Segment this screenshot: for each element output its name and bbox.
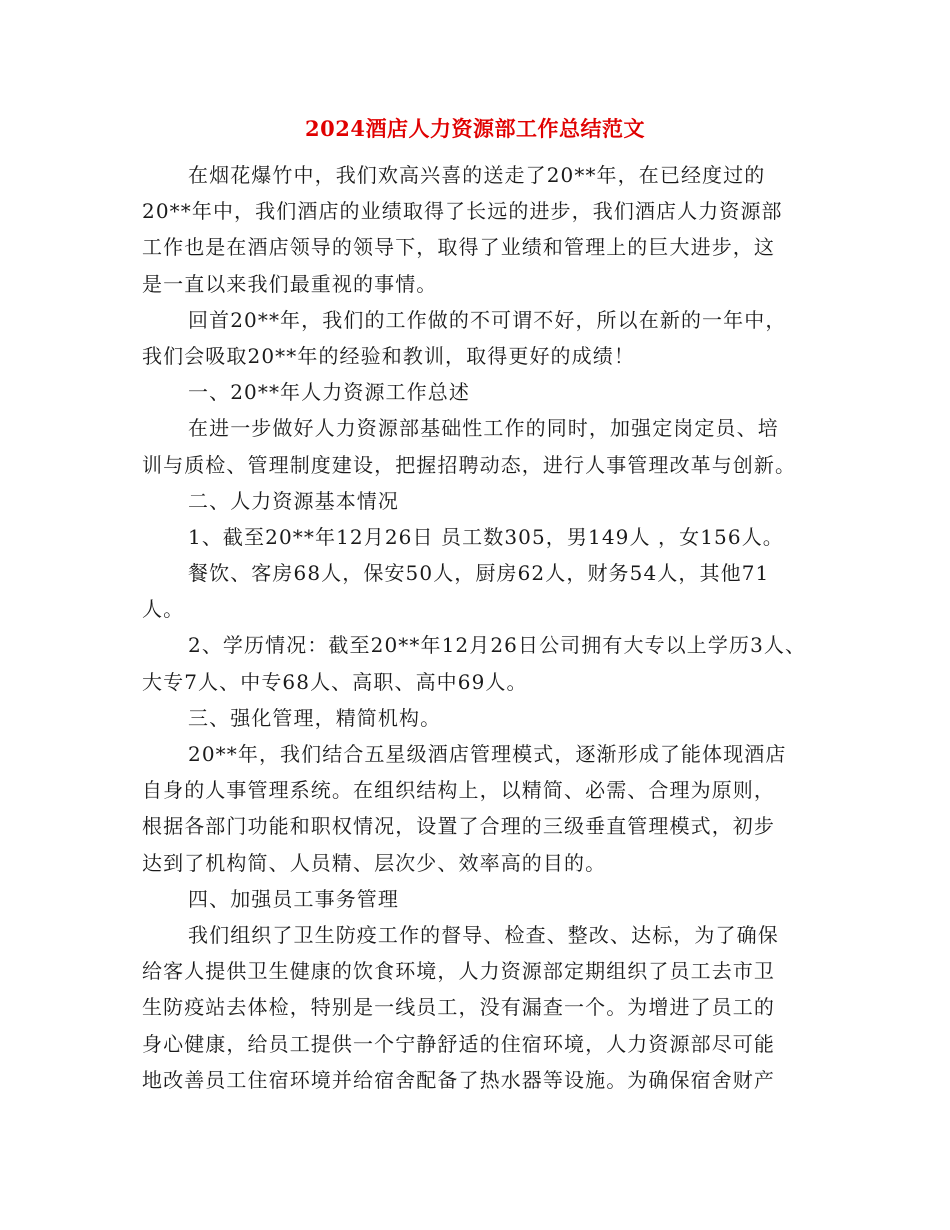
paragraph-line: 生防疫站去体检，特别是一线员工，没有漏查一个。为增进了员工的 <box>142 995 775 1020</box>
document-title: 2024酒店人力资源部工作总结范文 <box>305 116 645 141</box>
paragraph-line: 餐饮、客房68人，保安50人，厨房62人，财务54人，其他71 <box>188 561 770 586</box>
paragraph-line: 训与质检、管理制度建设，把握招聘动态，进行人事管理改革与创新。 <box>142 452 797 477</box>
paragraph-line: 是一直以来我们最重视的事情。 <box>142 271 438 296</box>
section-heading: 一、20**年人力资源工作总述 <box>188 380 470 405</box>
paragraph-line: 人。 <box>142 597 185 622</box>
paragraph-line: 工作也是在酒店领导的领导下，取得了业绩和管理上的巨大进步，这 <box>142 235 775 260</box>
paragraph-line: 自身的人事管理系统。在组织结构上，以精简、必需、合理为原则， <box>142 778 775 803</box>
section-heading: 四、加强员工事务管理 <box>188 886 399 911</box>
paragraph-line: 回首20**年，我们的工作做的不可谓不好，所以在新的一年中， <box>188 307 787 332</box>
paragraph-line: 给客人提供卫生健康的饮食环境，人力资源部定期组织了员工去市卫 <box>142 959 775 984</box>
paragraph-line: 我们组织了卫生防疫工作的督导、检查、整改、达标，为了确保 <box>188 922 779 947</box>
paragraph-line: 20**年中，我们酒店的业绩取得了长远的进步，我们酒店人力资源部 <box>142 199 783 224</box>
paragraph-line: 大专7人、中专68人、高职、高中69人。 <box>142 669 528 694</box>
paragraph-line: 2、学历情况：截至20**年12月26日公司拥有大专以上学历3人、 <box>188 633 807 658</box>
paragraph-line: 在进一步做好人力资源部基础性工作的同时，加强定岗定员、培 <box>188 416 779 441</box>
section-heading: 二、人力资源基本情况 <box>188 488 399 513</box>
document-body <box>142 157 810 1098</box>
paragraph-line: 在烟花爆竹中，我们欢高兴喜的送走了20**年，在已经度过的 <box>188 163 766 187</box>
paragraph-line: 地改善员工住宿环境并给宿舍配备了热水器等设施。为确保宿舍财产 <box>142 1067 775 1092</box>
paragraph-line: 身心健康，给员工提供一个宁静舒适的住宿环境，人力资源部尽可能 <box>142 1031 775 1056</box>
paragraph-line: 根据各部门功能和职权情况，设置了合理的三级垂直管理模式，初步 <box>142 814 775 839</box>
paragraph-line: 我们会吸取20**年的经验和教训，取得更好的成绩！ <box>142 343 635 368</box>
paragraph-line: 20**年，我们结合五星级酒店管理模式，逐渐形成了能体现酒店 <box>188 742 787 766</box>
paragraph-line: 达到了机构简、人员精、层次少、效率高的目的。 <box>142 850 607 875</box>
section-heading: 三、强化管理，精简机构。 <box>188 705 442 730</box>
paragraph-line: 1、截至20**年12月26日 员工数305，男149人 ，女156人。 <box>188 524 784 549</box>
